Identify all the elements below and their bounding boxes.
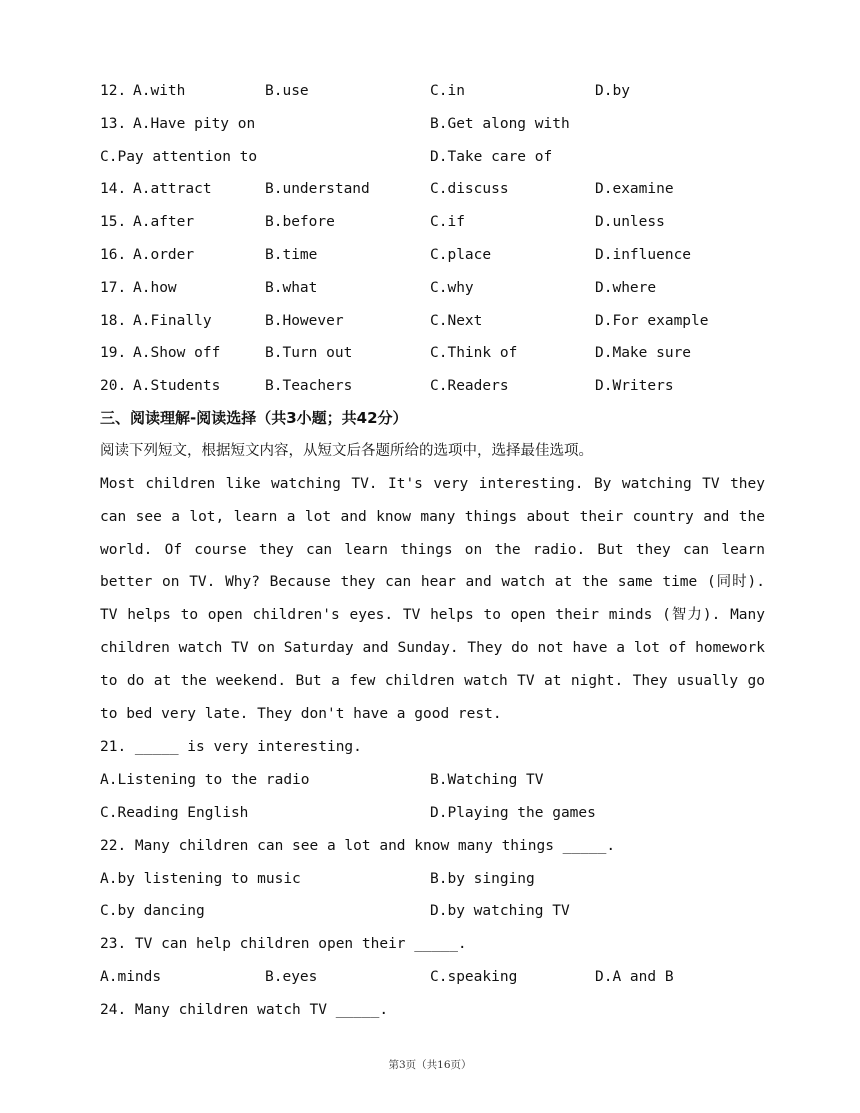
option-a: A.minds: [100, 969, 162, 985]
option-b: B.Turn out: [265, 345, 353, 361]
option-c: C.if: [430, 214, 465, 230]
option-b: B.understand: [265, 181, 370, 197]
option-a: A.with: [133, 83, 186, 99]
option-d: D.Take care of: [430, 149, 553, 165]
question-24-stem: 24. Many children watch TV _____.: [100, 1002, 389, 1018]
question-23-options: [100, 966, 760, 988]
option-row-19: [100, 342, 760, 364]
option-a: A.after: [133, 214, 195, 230]
option-b: B.by singing: [430, 871, 535, 887]
option-row-13-cont: [100, 146, 760, 168]
question-22-stem: 22. Many children can see a lot and know many things _____.: [100, 838, 616, 854]
option-b: B.use: [265, 83, 309, 99]
option-b: B.what: [265, 280, 318, 296]
option-c: C.Think of: [430, 345, 518, 361]
question-number: 12.: [100, 83, 127, 99]
reading-passage: Most children like watching TV. It's very interesting. By watching TV they can see a lot, learn a lot and know many things about their country and the world. Of course they can learn things on the radio. But they can learn better on TV. Why? Because they can hear and watch at the same time (同时). TV helps to open children's eyes. TV helps to open their minds (智力). Many children watch TV on Saturday and Sunday. They do not have a lot of homework to do at the weekend. But a few children watch TV at night. They usually go to bed very late. They don't have a good rest.: [100, 476, 765, 722]
option-c: C.place: [430, 247, 492, 263]
option-a: A.Finally: [133, 313, 212, 329]
question-number: 15.: [100, 214, 127, 230]
option-row-13: [100, 113, 760, 135]
question-22-options-row2: [100, 900, 760, 922]
option-row-15: [100, 211, 760, 233]
option-d: D.Make sure: [595, 345, 692, 361]
option-d: D.by watching TV: [430, 903, 570, 919]
option-a: A.how: [133, 280, 177, 296]
section-instruction: 阅读下列短文，根据短文内容，从短文后各题所给的选项中，选择最佳选项。: [100, 443, 593, 459]
option-a: A.Have pity on: [133, 116, 256, 132]
option-row-12: [100, 80, 760, 102]
question-21-options-row2: [100, 802, 760, 824]
option-row-14: [100, 178, 760, 200]
question-21-stem: 21. _____ is very interesting.: [100, 739, 362, 755]
option-b: B.Teachers: [265, 378, 353, 394]
option-c: C.discuss: [430, 181, 509, 197]
option-row-16: [100, 244, 760, 266]
question-22-options-row1: [100, 868, 760, 890]
question-number: 13.: [100, 116, 127, 132]
page-footer: 第3页（共16页）: [388, 1059, 472, 1071]
option-row-18: [100, 310, 760, 332]
option-c: C.Next: [430, 313, 483, 329]
option-a: A.Students: [133, 378, 221, 394]
question-number: 20.: [100, 378, 127, 394]
question-number: 19.: [100, 345, 127, 361]
option-a: A.order: [133, 247, 195, 263]
section-heading: 三、阅读理解-阅读选择（共3小题；共42分）: [100, 409, 408, 427]
option-c: C.speaking: [430, 969, 518, 985]
option-c: C.by dancing: [100, 903, 205, 919]
option-row-20: [100, 375, 760, 397]
option-d: D.For example: [595, 313, 709, 329]
option-d: D.by: [595, 83, 630, 99]
question-21-options-row1: [100, 769, 760, 791]
option-a: A.by listening to music: [100, 871, 301, 887]
option-d: D.influence: [595, 247, 692, 263]
option-d: D.A and B: [595, 969, 674, 985]
option-c: C.Readers: [430, 378, 509, 394]
option-d: D.examine: [595, 181, 674, 197]
option-c: C.Pay attention to: [100, 149, 258, 165]
option-d: D.Writers: [595, 378, 674, 394]
option-b: B.time: [265, 247, 318, 263]
option-row-17: [100, 277, 760, 299]
option-c: C.why: [430, 280, 474, 296]
option-b: B.Watching TV: [430, 772, 544, 788]
question-number: 14.: [100, 181, 127, 197]
option-d: D.where: [595, 280, 657, 296]
option-b: B.Get along with: [430, 116, 570, 132]
option-c: C.Reading English: [100, 805, 249, 821]
option-a: A.attract: [133, 181, 212, 197]
option-c: C.in: [430, 83, 465, 99]
question-number: 18.: [100, 313, 127, 329]
option-b: B.However: [265, 313, 344, 329]
question-number: 17.: [100, 280, 127, 296]
question-23-stem: 23. TV can help children open their _____.: [100, 936, 467, 952]
option-b: B.eyes: [265, 969, 318, 985]
option-d: D.unless: [595, 214, 665, 230]
option-a: A.Show off: [133, 345, 221, 361]
option-b: B.before: [265, 214, 335, 230]
option-a: A.Listening to the radio: [100, 772, 310, 788]
question-number: 16.: [100, 247, 127, 263]
option-d: D.Playing the games: [430, 805, 596, 821]
